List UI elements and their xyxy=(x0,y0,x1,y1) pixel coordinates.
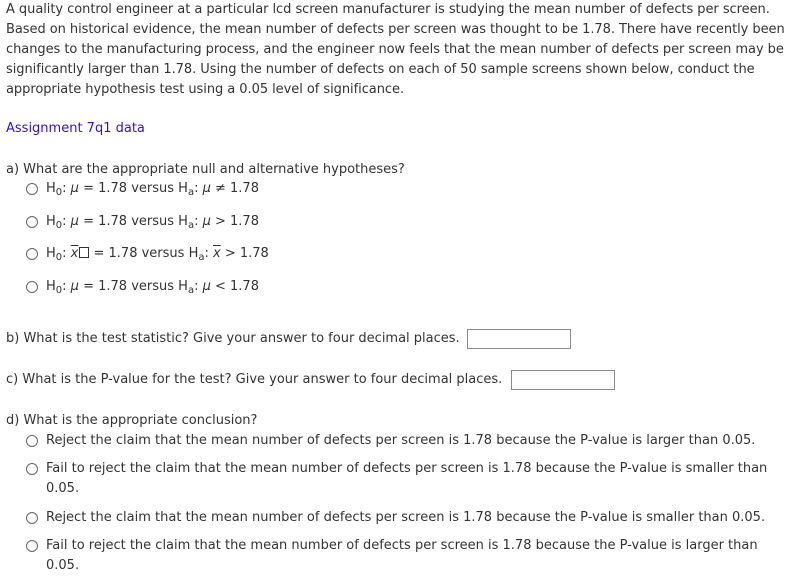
hypothesis-option-4[interactable] xyxy=(26,278,259,296)
problem-line: significantly larger than 1.78. Using the number of defects on each of 50 sample screens shown below, conduct the xyxy=(6,62,755,77)
conclusion-text: Reject the claim that the mean number of defects per screen is 1.78 because the P-value is smaller than 0.05. xyxy=(46,510,766,525)
hypothesis-text: $H_0$: μ = 1.78 versus $H_a$: μ > 1.78 xyxy=(46,214,259,231)
radio-button[interactable] xyxy=(26,540,38,552)
radio-button[interactable] xyxy=(26,463,38,475)
hypothesis-option-1[interactable] xyxy=(26,180,259,198)
radio-button[interactable] xyxy=(26,183,38,195)
conclusion-text: Fail to reject the claim that the mean number of defects per screen is 1.78 because the P-value is smaller than 0.05. xyxy=(46,461,768,496)
radio-button[interactable] xyxy=(26,435,38,447)
missing-glyph-box-icon xyxy=(79,247,89,258)
radio-button[interactable] xyxy=(26,216,38,228)
conclusion-option-4[interactable] xyxy=(26,536,806,576)
problem-line: Based on historical evidence, the mean number of defects per screen was thought to be 1.78. There have recently been xyxy=(6,22,785,37)
test-statistic-input[interactable] xyxy=(467,329,571,349)
conclusion-text: Fail to reject the claim that the mean number of defects per screen is 1.78 because the P-value is larger than 0.05. xyxy=(46,538,758,573)
radio-button[interactable] xyxy=(26,512,38,524)
hypothesis-text: $H_0$: μ = 1.78 versus $H_a$: μ ≠ 1.78 xyxy=(46,181,259,198)
p-value-input[interactable] xyxy=(511,370,615,390)
problem-line: changes to the manufacturing process, and the engineer now feels that the mean number of defects per screen may be xyxy=(6,42,784,57)
question-a: a) What are the appropriate null and alternative hypotheses? xyxy=(6,162,405,177)
conclusion-option-3[interactable] xyxy=(26,508,806,528)
question-d: d) What is the appropriate conclusion? xyxy=(6,413,258,428)
radio-button[interactable] xyxy=(26,281,38,293)
hypothesis-text: $H_0$: $\overline{x} = 1.78$ versus $H_a$: $\overline{x} > 1.78$ xyxy=(46,246,269,263)
question-b: b) What is the test statistic? Give your answer to four decimal places. xyxy=(6,331,460,346)
assignment-data-link[interactable]: Assignment 7q1 data xyxy=(6,121,145,136)
hypothesis-option-3[interactable] xyxy=(26,245,269,263)
conclusion-option-1[interactable] xyxy=(26,431,806,451)
conclusion-text: Reject the claim that the mean number of defects per screen is 1.78 because the P-value is larger than 0.05. xyxy=(46,433,756,448)
question-c: c) What is the P-value for the test? Give your answer to four decimal places. xyxy=(6,372,503,387)
radio-button[interactable] xyxy=(26,248,38,260)
problem-statement xyxy=(6,0,806,100)
hypothesis-text: $H_0$: μ = 1.78 versus $H_a$: μ < 1.78 xyxy=(46,279,259,296)
problem-line: A quality control engineer at a particular lcd screen manufacturer is studying the mean number of defects per screen. xyxy=(6,2,770,17)
hypothesis-option-2[interactable] xyxy=(26,213,259,231)
conclusion-option-2[interactable] xyxy=(26,459,806,499)
problem-line: appropriate hypothesis test using a 0.05 level of significance. xyxy=(6,82,405,97)
